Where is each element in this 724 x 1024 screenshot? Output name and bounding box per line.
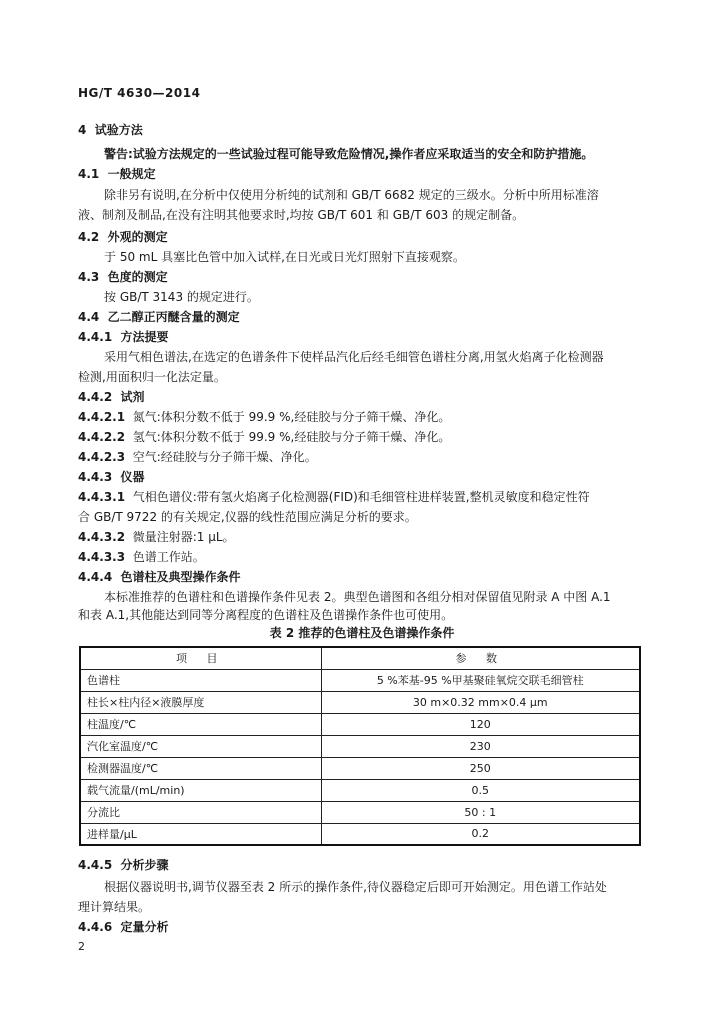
table-cell-value: 30 m×0.32 mm×0.4 μm	[321, 691, 640, 713]
table-row	[80, 823, 640, 845]
table-cell-value: 250	[321, 757, 640, 779]
table-cell-value: 0.5	[321, 779, 640, 801]
table-cell-value: 50 : 1	[321, 801, 640, 823]
table-cell-item: 载气流量/(mL/min)	[80, 779, 321, 801]
table-cell-value: 0.2	[321, 823, 640, 845]
instrument-item: 4.4.3.1 气相色谱仪:带有氢火焰离子化检测器(FID)和毛细管柱进样装置,整机灵敏度和稳定性符	[78, 490, 590, 504]
paragraph-line: 根据仪器说明书,调节仪器至表 2 所示的操作条件,待仪器稳定后即可开始测定。用色谱工作站处	[104, 880, 607, 894]
paragraph-line: 于 50 mL 具塞比色管中加入试样,在日光或日光灯照射下直接观察。	[104, 250, 465, 264]
standard-number-header: HG/T 4630—2014	[78, 86, 201, 100]
paragraph-line: 和表 A.1,其他能达到同等分离程度的色谱柱及色谱操作条件也可使用。	[78, 608, 454, 622]
table-cell-item: 检测器温度/℃	[80, 757, 321, 779]
table-cell-item: 分流比	[80, 801, 321, 823]
table-row	[80, 669, 640, 691]
table-row	[80, 801, 640, 823]
reagent-item: 4.4.2.1 氮气:体积分数不低于 99.9 %,经硅胶与分子筛干燥、净化。	[78, 410, 451, 424]
table-header-cell: 项 目	[80, 647, 321, 669]
table-cell-value: 120	[321, 713, 640, 735]
section-4-4-5-heading: 4.4.5 分析步骤	[78, 858, 169, 872]
table-header-cell: 参 数	[321, 647, 640, 669]
table-cell-value: 5 %苯基-95 %甲基聚硅氧烷交联毛细管柱	[321, 669, 640, 691]
table-row	[80, 735, 640, 757]
warning-text: 警告:试验方法规定的一些试验过程可能导致危险情况,操作者应采取适当的安全和防护措施。	[104, 147, 594, 161]
section-4-4-3-heading: 4.4.3 仪器	[78, 470, 145, 484]
table-row	[80, 757, 640, 779]
page-number: 2	[78, 940, 85, 953]
instrument-item: 4.4.3.2 微量注射器:1 μL。	[78, 530, 235, 544]
table-cell-item: 柱温度/℃	[80, 713, 321, 735]
section-4-heading: 4 试验方法	[78, 123, 143, 137]
paragraph-line: 合 GB/T 9722 的有关规定,仪器的线性范围应满足分析的要求。	[78, 510, 417, 524]
table-row	[80, 691, 640, 713]
table-row	[80, 713, 640, 735]
section-4-1-heading: 4.1 一般规定	[78, 167, 156, 181]
table-cell-item: 色谱柱	[80, 669, 321, 691]
table-cell-item: 汽化室温度/℃	[80, 735, 321, 757]
paragraph-line: 本标准推荐的色谱柱和色谱操作条件见表 2。典型色谱图和各组分相对保留值见附录 A 中图 A.1	[104, 590, 611, 604]
paragraph-line: 除非另有说明,在分析中仅使用分析纯的试剂和 GB/T 6682 规定的三级水。分析中所用标准溶	[104, 188, 599, 202]
section-4-4-1-heading: 4.4.1 方法提要	[78, 330, 169, 344]
section-4-4-4-heading: 4.4.4 色谱柱及典型操作条件	[78, 570, 241, 584]
table-cell-item: 进样量/μL	[80, 823, 321, 845]
table-row	[80, 779, 640, 801]
section-4-4-2-heading: 4.4.2 试剂	[78, 390, 145, 404]
table-header-row	[80, 647, 640, 669]
paragraph-line: 液、制剂及制品,在没有注明其他要求时,均按 GB/T 601 和 GB/T 603 的规定制备。	[78, 208, 525, 222]
table-cell-value: 230	[321, 735, 640, 757]
table-2-title: 表 2 推荐的色谱柱及色谱操作条件	[269, 626, 455, 640]
paragraph-line: 采用气相色谱法,在选定的色谱条件下使样品汽化后经毛细管色谱柱分离,用氢火焰离子化检测器	[104, 350, 604, 364]
paragraph-line: 理计算结果。	[78, 900, 151, 914]
table-cell-item: 柱长×柱内径×液膜厚度	[80, 691, 321, 713]
instrument-item: 4.4.3.3 色谱工作站。	[78, 550, 205, 564]
paragraph-line: 按 GB/T 3143 的规定进行。	[104, 290, 259, 304]
section-4-4-6-heading: 4.4.6 定量分析	[78, 920, 169, 934]
reagent-item: 4.4.2.2 氢气:体积分数不低于 99.9 %,经硅胶与分子筛干燥、净化。	[78, 430, 451, 444]
table-2	[79, 646, 641, 846]
paragraph-line: 检测,用面积归一化法定量。	[78, 370, 226, 384]
section-4-2-heading: 4.2 外观的测定	[78, 230, 168, 244]
section-4-3-heading: 4.3 色度的测定	[78, 270, 168, 284]
reagent-item: 4.4.2.3 空气:经硅胶与分子筛干燥、净化。	[78, 450, 317, 464]
section-4-4-heading: 4.4 乙二醇正丙醚含量的测定	[78, 310, 240, 324]
